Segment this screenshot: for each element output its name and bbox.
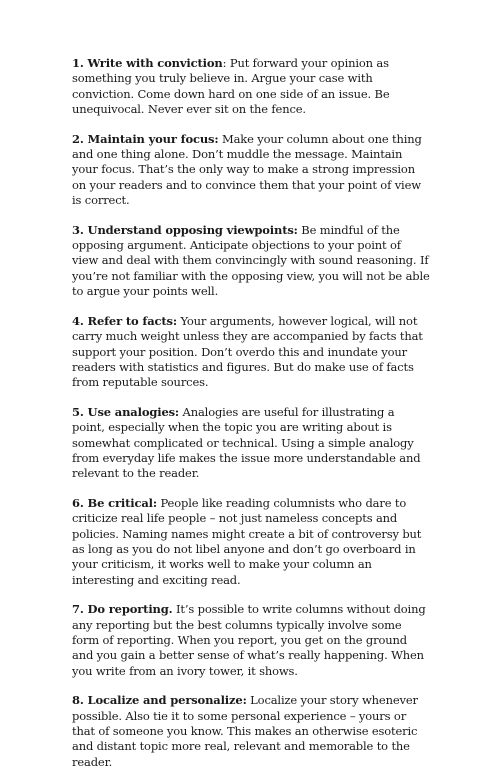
tip-heading: 7. Do reporting. [72, 602, 173, 617]
tip-text: : Put forward your opinion as something you truly believe in. Argue your case with conviction. Come down hard on one side of an issue. Be unequivocal. Never ever sit on the fence. [72, 56, 390, 117]
tip-heading: 2. Maintain your focus: [72, 131, 219, 146]
tip-text: Be mindful of the opposing argument. Anticipate objections to your point of view and deal with them convincingly with sound reasoning. If you’re not familiar with the opposing view, you will not be able to argue your points well. [72, 222, 430, 299]
tip-text: Localize your story whenever possible. Also tie it to some personal experience – yours or that of someone you know. This makes an otherwise esoteric and distant topic more real, relevant and memorable to the reader. [72, 693, 418, 769]
tip-heading: 8. Localize and personalize: [72, 693, 247, 708]
tip-heading: 6. Be critical: [72, 495, 157, 510]
tip-5 [72, 405, 430, 482]
tip-1 [72, 56, 430, 118]
tip-heading: 1. Write with conviction [72, 56, 223, 70]
tip-4 [72, 314, 430, 391]
tip-heading: 5. Use analogies: [72, 404, 180, 419]
tip-text: Make your column about one thing and one thing alone. Don’t muddle the message. Maintain your focus. That’s the only way to make a strong impression on your readers and to convince them that your point of view is correct. [72, 131, 422, 208]
tip-2 [72, 132, 430, 209]
tip-8 [72, 693, 430, 770]
tip-6 [72, 496, 430, 588]
tip-text: It’s possible to write columns without doing any reporting but the best columns typically involve some form of reporting. When you report, you get on the ground and you gain a better sense of what’s really happening. When you write from an ivory tower, it shows. [72, 602, 426, 678]
tip-heading: 3. Understand opposing viewpoints: [72, 222, 298, 237]
tip-text: People like reading columnists who dare to criticize real life people – not just nameless concepts and policies. Naming names might create a bit of controversy but as long as you do not libel anyone and don’t go overboard in your criticism, it works well to make your column an interesting and exciting read. [72, 495, 422, 587]
tip-3 [72, 223, 430, 300]
tip-text: Analogies are useful for illustrating a point, especially when the topic you are writing about is somewhat complicated or technical. Using a simple analogy from everyday life makes the issue more understandable and relevant to the reader. [72, 404, 421, 481]
document-page [72, 56, 430, 784]
tip-7 [72, 602, 430, 679]
tip-heading: 4. Refer to facts: [72, 313, 177, 328]
tip-text: Your arguments, however logical, will not carry much weight unless they are accompanied by facts that support your position. Don’t overdo this and inundate your readers with statistics and figures. But do make use of facts from reputable sources. [72, 313, 423, 390]
